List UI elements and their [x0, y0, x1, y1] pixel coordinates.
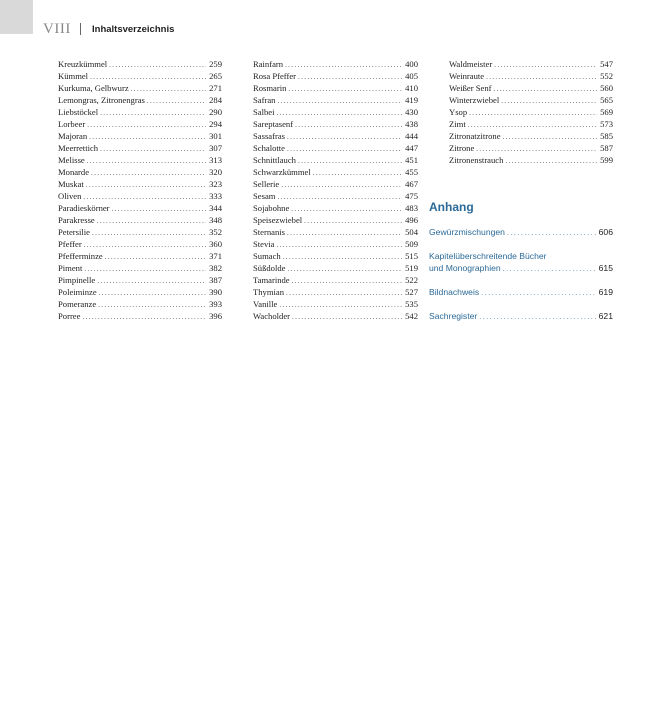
leader-dots [505, 154, 597, 167]
toc-entry-page: 504 [405, 227, 418, 237]
toc-entry-page: 284 [209, 95, 222, 105]
toc-entry[interactable] [58, 310, 222, 322]
toc-entry-label: Monarde [58, 167, 90, 177]
toc-entry-page: 294 [209, 119, 222, 129]
toc-entry[interactable] [449, 154, 613, 166]
page-number: VIII [43, 21, 71, 37]
toc-entry[interactable] [449, 58, 613, 70]
toc-entry-page: 467 [405, 179, 418, 189]
toc-entry-label: Sojabohne [253, 203, 290, 213]
toc-entry[interactable] [58, 190, 222, 202]
toc-entry-label: Poleiminze [58, 287, 97, 297]
toc-entry-label: Piment [58, 263, 83, 273]
toc-entry-label: Stevia [253, 239, 275, 249]
toc-entry-label: Sareptasenf [253, 119, 294, 129]
toc-entry[interactable] [449, 94, 613, 106]
toc-entry-page: 552 [600, 71, 613, 81]
toc-entry-page: 483 [405, 203, 418, 213]
toc-entry-label: Schnittlauch [253, 155, 296, 165]
toc-entry-label: Zitrone [449, 143, 475, 153]
page-title: Inhaltsverzeichnis [92, 24, 175, 35]
appendix-entry-label: und Monographien [429, 263, 501, 273]
toc-entry[interactable] [58, 154, 222, 166]
toc-entry-label: Melisse [58, 155, 85, 165]
appendix-entry-label: Bildnachweis [429, 287, 480, 297]
toc-entry-label: Rosmarin [253, 83, 287, 93]
toc-entry-label: Weißer Senf [449, 83, 492, 93]
toc-entry[interactable] [253, 190, 418, 202]
toc-entry-label: Sassafras [253, 131, 285, 141]
toc-entry-page: 475 [405, 191, 418, 201]
toc-entry-page: 447 [405, 143, 418, 153]
toc-entry-page: 360 [209, 239, 222, 249]
toc-entry-label: Schwarzkümmel [253, 167, 311, 177]
page-corner-tab [0, 0, 33, 34]
toc-entry[interactable] [58, 166, 222, 178]
toc-entry-page: 390 [209, 287, 222, 297]
toc-entry-label: Sternanis [253, 227, 285, 237]
toc-entry-label: Sesam [253, 191, 276, 201]
toc-entry-page: 323 [209, 179, 222, 189]
toc-entry-page: 313 [209, 155, 222, 165]
toc-entry-label: Waldmeister [449, 59, 493, 69]
toc-entry-label: Sumach [253, 251, 281, 261]
toc-entry-label: Meerrettich [58, 143, 99, 153]
appendix-entry-page: 619 [598, 287, 613, 297]
toc-entry[interactable] [449, 82, 613, 94]
appendix-entry-label-line1[interactable]: Kapitelüberschreitende Bücher [429, 251, 547, 261]
toc-entry[interactable] [449, 130, 613, 142]
toc-entry[interactable] [58, 202, 222, 214]
appendix-entry[interactable] [429, 226, 613, 240]
appendix-heading: Anhang [429, 200, 474, 214]
toc-entry[interactable] [58, 118, 222, 130]
toc-entry-page: 396 [209, 311, 222, 321]
toc-entry-page: 573 [600, 119, 613, 129]
toc-entry-page: 307 [209, 143, 222, 153]
appendix-entry-label: Gewürzmischungen [429, 227, 505, 237]
toc-entry-label: Pfeffer [58, 239, 82, 249]
toc-entry-page: 352 [209, 227, 222, 237]
toc-entry-page: 405 [405, 71, 418, 81]
toc-entry[interactable] [58, 106, 222, 118]
toc-entry-page: 522 [405, 275, 418, 285]
toc-entry-label: Zitronenstrauch [449, 155, 504, 165]
toc-entry[interactable] [449, 106, 613, 118]
toc-entry-label: Pomeranze [58, 299, 97, 309]
toc-entry[interactable] [58, 262, 222, 274]
toc-entry-label: Pfefferminze [58, 251, 103, 261]
toc-entry[interactable] [253, 262, 418, 274]
toc-entry-page: 387 [209, 275, 222, 285]
toc-entry[interactable] [58, 70, 222, 82]
toc-entry-label: Salbei [253, 107, 275, 117]
toc-entry-label: Schalotte [253, 143, 285, 153]
toc-entry[interactable] [58, 94, 222, 106]
toc-entry-page: 587 [600, 143, 613, 153]
toc-entry[interactable] [253, 226, 418, 238]
toc-entry[interactable] [253, 214, 418, 226]
toc-entry-page: 410 [405, 83, 418, 93]
appendix-entry[interactable] [429, 262, 613, 276]
toc-entry[interactable] [253, 106, 418, 118]
toc-entry-label: Sellerie [253, 179, 280, 189]
toc-entry[interactable] [58, 178, 222, 190]
toc-entry-page: 569 [600, 107, 613, 117]
toc-entry-label: Parakresse [58, 215, 95, 225]
toc-entry[interactable] [449, 142, 613, 154]
toc-entry-page: 301 [209, 131, 222, 141]
toc-entry-label: Zimt [449, 119, 466, 129]
leader-dots [503, 262, 597, 276]
toc-entry[interactable] [253, 274, 418, 286]
toc-entry[interactable] [253, 298, 418, 310]
toc-entry-page: 535 [405, 299, 418, 309]
appendix-entry-page: 606 [598, 227, 613, 237]
toc-entry[interactable] [449, 118, 613, 130]
toc-entry-page: 599 [600, 155, 613, 165]
toc-entry-page: 527 [405, 287, 418, 297]
toc-entry[interactable] [58, 58, 222, 70]
toc-entry-label: Kurkuma, Gelbwurz [58, 83, 129, 93]
toc-entry-page: 271 [209, 83, 222, 93]
toc-entry-page: 451 [405, 155, 418, 165]
leader-dots [507, 226, 597, 240]
toc-entry-page: 560 [600, 83, 613, 93]
leader-dots [479, 310, 596, 324]
toc-entry-page: 348 [209, 215, 222, 225]
toc-entry-label: Kümmel [58, 71, 89, 81]
toc-entry-page: 519 [405, 263, 418, 273]
toc-entry-page: 344 [209, 203, 222, 213]
toc-entry-page: 496 [405, 215, 418, 225]
toc-entry-label: Süßdolde [253, 263, 286, 273]
leader-dots [292, 310, 402, 323]
toc-entry[interactable] [253, 142, 418, 154]
toc-entry-label: Paradieskörner [58, 203, 110, 213]
toc-entry-label: Thymian [253, 287, 285, 297]
toc-entry-page: 547 [600, 59, 613, 69]
toc-entry-page: 509 [405, 239, 418, 249]
toc-entry-label: Pimpinelle [58, 275, 96, 285]
leader-dots [481, 286, 596, 300]
toc-column-2 [253, 58, 418, 322]
toc-entry-page: 515 [405, 251, 418, 261]
toc-entry-label: Zitronatzitrone [449, 131, 501, 141]
toc-entry[interactable] [253, 130, 418, 142]
toc-entry[interactable] [253, 202, 418, 214]
toc-entry-label: Liebstöckel [58, 107, 99, 117]
toc-entry[interactable] [253, 154, 418, 166]
toc-entry[interactable] [58, 142, 222, 154]
appendix-entry[interactable] [429, 286, 613, 300]
toc-entry[interactable] [253, 178, 418, 190]
toc-entry-label: Speisezwiebel [253, 215, 303, 225]
toc-entry[interactable] [253, 310, 418, 322]
toc-entry-page: 542 [405, 311, 418, 321]
toc-entry-page: 400 [405, 59, 418, 69]
toc-entry-page: 290 [209, 107, 222, 117]
toc-entry[interactable] [253, 250, 418, 262]
toc-entry[interactable] [253, 94, 418, 106]
appendix-entry-page: 621 [598, 311, 613, 321]
toc-entry-label: Wacholder [253, 311, 291, 321]
toc-entry-label: Lemongras, Zitronengras [58, 95, 145, 105]
toc-entry-label: Lorbeer [58, 119, 86, 129]
toc-entry[interactable] [58, 82, 222, 94]
toc-entry-label: Kreuzkümmel [58, 59, 108, 69]
toc-entry-label: Tamarinde [253, 275, 290, 285]
toc-entry-page: 430 [405, 107, 418, 117]
toc-entry[interactable] [253, 82, 418, 94]
toc-entry-page: 444 [405, 131, 418, 141]
toc-entry-page: 565 [600, 95, 613, 105]
toc-entry-page: 393 [209, 299, 222, 309]
leader-dots [82, 310, 206, 323]
toc-entry-label: Rainfarn [253, 59, 284, 69]
toc-entry-label: Petersilie [58, 227, 90, 237]
toc-entry-label: Ysop [449, 107, 468, 117]
toc-entry[interactable] [253, 118, 418, 130]
toc-entry-label: Weinraute [449, 71, 485, 81]
toc-entry[interactable] [253, 70, 418, 82]
toc-entry[interactable] [58, 238, 222, 250]
toc-entry-label: Rosa Pfeffer [253, 71, 297, 81]
toc-entry[interactable] [58, 130, 222, 142]
header-separator [80, 23, 81, 35]
toc-entry-page: 455 [405, 167, 418, 177]
toc-entry[interactable] [58, 214, 222, 226]
toc-entry[interactable] [253, 286, 418, 298]
toc-entry-page: 320 [209, 167, 222, 177]
toc-entry-page: 371 [209, 251, 222, 261]
appendix-entry-label: Sachregister [429, 311, 478, 321]
toc-column-3 [449, 58, 613, 166]
toc-entry-page: 265 [209, 71, 222, 81]
toc-entry-label: Oliven [58, 191, 82, 201]
toc-entry-page: 585 [600, 131, 613, 141]
toc-entry-label: Majoran [58, 131, 88, 141]
toc-entry-label: Porree [58, 311, 81, 321]
toc-entry-label: Winterzwiebel [449, 95, 500, 105]
toc-column-1 [58, 58, 222, 322]
toc-entry[interactable] [253, 58, 418, 70]
toc-entry-page: 333 [209, 191, 222, 201]
appendix-entry-page: 615 [598, 263, 613, 273]
toc-entry[interactable] [253, 166, 418, 178]
toc-entry[interactable] [58, 274, 222, 286]
toc-entry-label: Vanille [253, 299, 278, 309]
toc-entry-page: 259 [209, 59, 222, 69]
toc-entry-page: 419 [405, 95, 418, 105]
toc-entry-label: Safran [253, 95, 276, 105]
toc-entry-page: 382 [209, 263, 222, 273]
toc-entry[interactable] [58, 250, 222, 262]
appendix-entry[interactable] [429, 310, 613, 324]
toc-entry[interactable] [58, 286, 222, 298]
toc-entry-label: Muskat [58, 179, 84, 189]
toc-entry[interactable] [58, 298, 222, 310]
toc-entry[interactable] [449, 70, 613, 82]
toc-entry[interactable] [253, 238, 418, 250]
toc-entry-page: 438 [405, 119, 418, 129]
toc-entry[interactable] [58, 226, 222, 238]
